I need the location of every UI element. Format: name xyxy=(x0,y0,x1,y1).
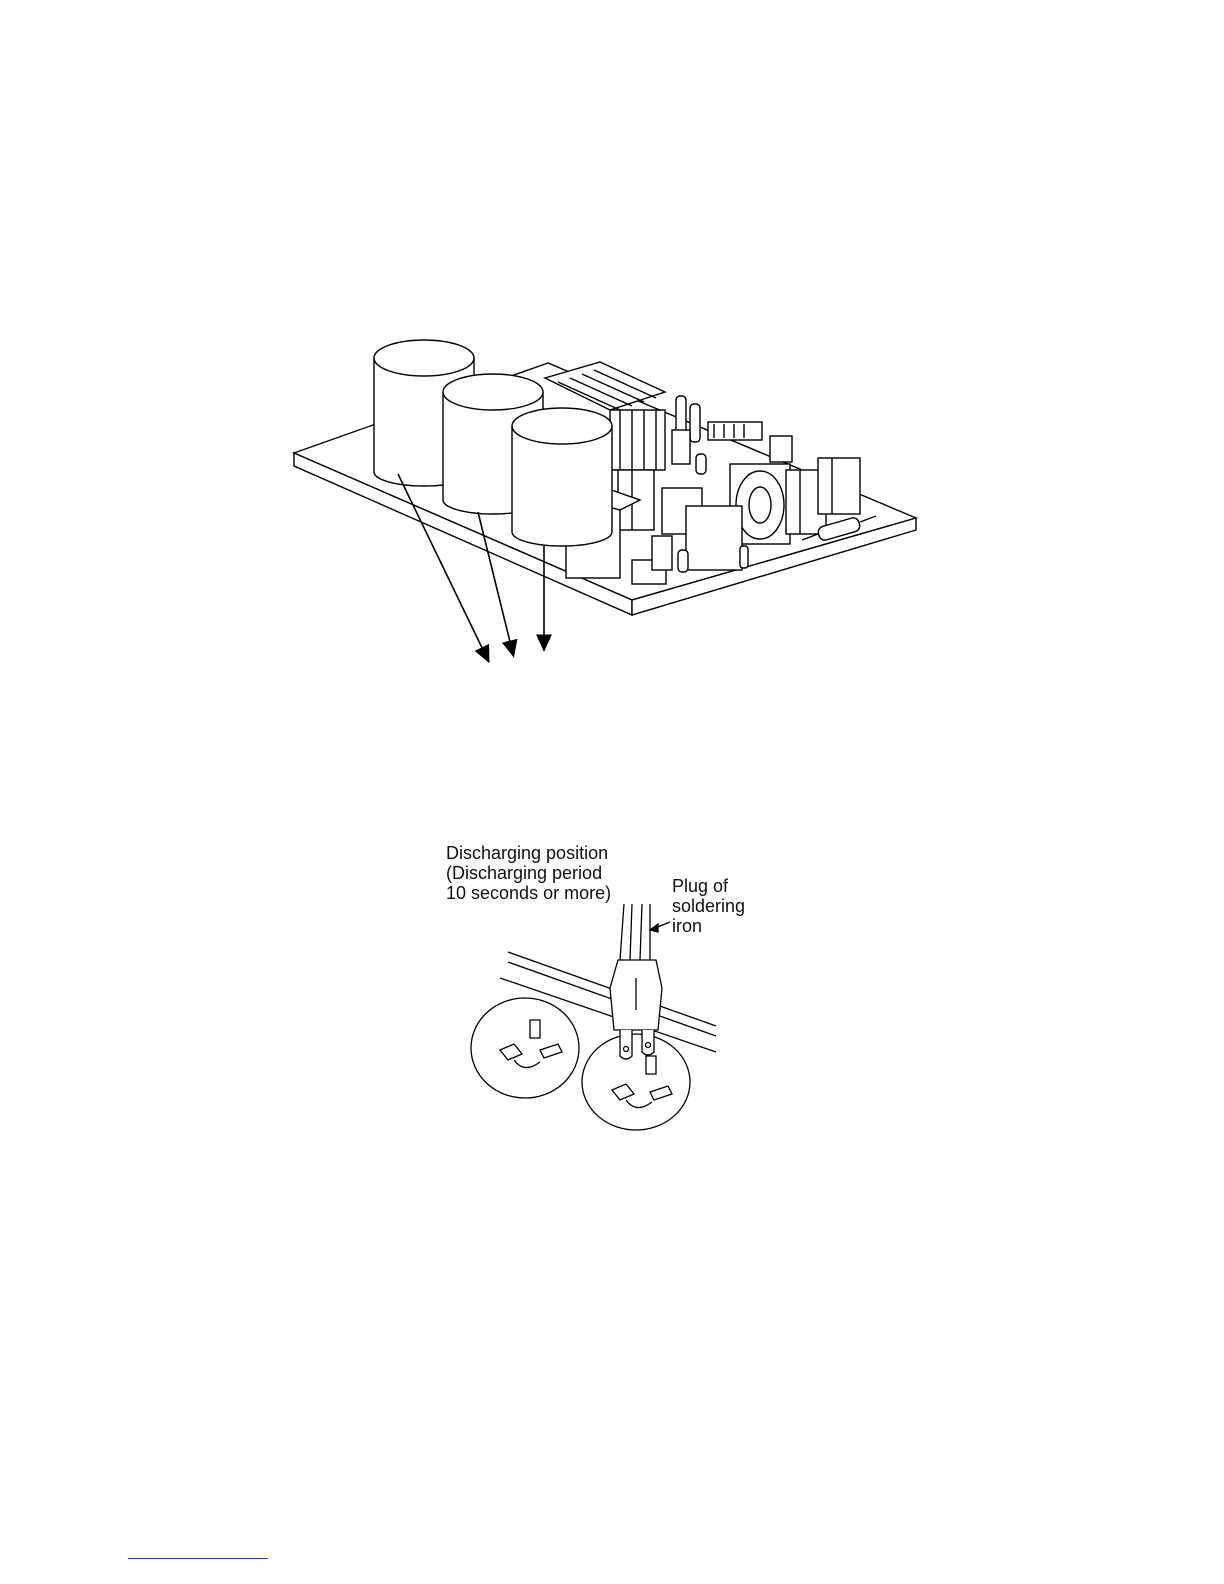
capacitor-3 xyxy=(512,408,612,546)
plug-leader xyxy=(650,922,670,932)
caption-line-3: 10 seconds or more) xyxy=(446,883,612,903)
footer-rule xyxy=(128,1558,268,1559)
plug-label-line-2: soldering xyxy=(672,896,746,916)
caption-line-2: (Discharging period xyxy=(446,863,603,883)
circuit-board-figure xyxy=(0,0,1224,700)
terminal-circle-left xyxy=(471,998,579,1098)
caption-line-1: Discharging position xyxy=(446,843,609,863)
terminal-circle-right xyxy=(582,1034,690,1130)
plug-label-line-1: Plug of xyxy=(672,876,729,896)
plug-label-line-3: iron xyxy=(672,916,703,936)
discharging-illustration xyxy=(0,900,1224,1140)
